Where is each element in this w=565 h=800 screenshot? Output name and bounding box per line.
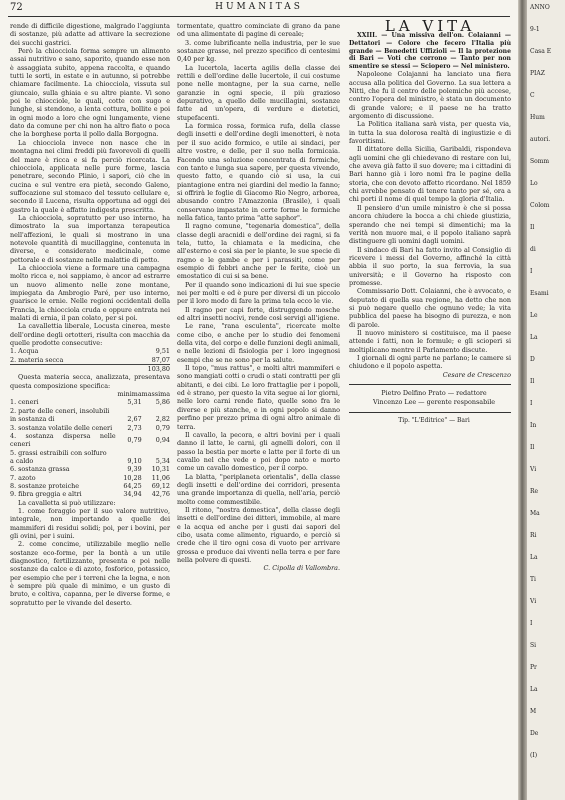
right-page-fragment: I (530, 268, 533, 275)
table-cell-min: 2,73 (127, 423, 142, 432)
paragraph: 1. come foraggio per il suo valore nutritivo, integrale, non importando a quelle dei mammiferi di residui solidi; poi, per i bovini, per gli ovini, per i suini. (10, 506, 170, 540)
right-page-fragment: Somm (530, 158, 550, 165)
table-cell-min: 10,28 (123, 473, 142, 482)
section-title: LA VITA (384, 17, 476, 35)
paragraph: Il dittatore della Sicilia, Garibaldi, rispondeva agli uomini che gli chiedevano di restare con lui, che aveva già fatto il suo dovere; ma i cittadini di Bari hanno già i loro nomi fra le pagine della storia, che con devoto affetto ricordano. Nel 1859 chi avrebbe pensato di tenere tanto per sé, ora a chi porti il nome di quel tempo la gloria d'Italia. (349, 145, 511, 204)
table-row (10, 432, 170, 449)
paragraph: Questa materia secca, analizzata, presentava questa composizione specifica: (10, 373, 170, 390)
right-page-fragment: Si (530, 642, 537, 649)
table-cell-label: 8. sostanze proteiche (10, 481, 80, 490)
table-row (10, 482, 170, 490)
table-cell-min: 0,79 (127, 436, 142, 445)
paragraph: Il ragno comune, "tegenaria domestica", della classe degli aracnidi e dell'ordine dei ragni, si fa tela, tutto, la chiamata e la medicina, che all'esterno e così sia per le piante, le sue specie di ragno e le gambe e per i parassiti, come per esempio di febbri anche per le ferite, cioè un emostatico di cui si sa bene. (177, 222, 340, 281)
column-2 (177, 22, 340, 573)
table-cell-min: 64,25 (123, 481, 142, 490)
table-cell-label: 7. azoto (10, 473, 36, 482)
table-row (10, 398, 170, 406)
right-page-fragment: Le (530, 312, 538, 319)
table-cell-label: 3. sostanza volatile delle ceneri (10, 423, 113, 432)
paragraph: rende di difficile digestione, malgrado l'aggiunta di sostanze, più adatte ad attivare la secrezione dei succhi gastrici. (10, 22, 170, 47)
paragraph: Il pensiero d'un umile ministro è che si possa ancora chiudere la bocca a chi chiede giustizia, sperando che nei tempi si dimentichi; ma la verità non muore mai, e il popolo italiano saprà distinguere gli uomini dagli uomini. (349, 203, 511, 246)
divider (349, 384, 511, 385)
table-cell-value: 9,51 (155, 347, 170, 356)
column-3 (349, 17, 511, 425)
right-page-edge (527, 0, 565, 800)
right-page-fragment: Esami (530, 290, 549, 297)
paragraph: Il ragno per capi forte, distruggendo mosche ed altri insetti nocivi, rende così servigi all'igiene. (177, 305, 340, 323)
right-page-fragment: (I) (530, 752, 538, 759)
divider (349, 412, 511, 413)
manager-line: Vincenzo Lee — gerente responsabile (372, 398, 496, 407)
paragraph: Napoleone Colajanni ha lanciato una fiera accusa alla politica del Governo. La sua lettera a Nitti, che fu il centro delle polemiche più accese, contro l'opera del ministro, è stata un documento di grande valore; e il paese ne ha tratto argomento di discussione. (349, 70, 511, 121)
right-page-fragment: Re (530, 488, 539, 495)
right-page-fragment: Il (530, 444, 535, 451)
right-page-fragment: I (530, 400, 533, 407)
right-page-fragment: Colom (530, 202, 550, 209)
paragraph: Il topo, "mus rattus", e molti altri mammiferi e sono mangiati cotti o crudi o stati contratti per gli abitanti, e dei cibi. Le loro frattaglie per i popoli, ed è strano, per questo la vita segue ai lor giorni, nelle loro carni rende fiato, quelle sono fra le diverse e più stanche, e in ogni popolo si danno perfino per prezzo prima di ogni altro animale di terra. (177, 364, 340, 431)
table-cell-max (142, 407, 170, 415)
right-page-fragment: di (530, 246, 536, 253)
paragraph: I giornali di ogni parte ne parlano; le camere si chiudono e il popolo aspetta. (349, 354, 511, 371)
table-cell-min (116, 449, 142, 457)
table-cell-label: 2. materia secca (10, 355, 64, 364)
printer-line: Tip. "L'Editrice" — Bari (398, 417, 470, 425)
right-page-fragment: Casa E (530, 48, 552, 55)
right-page-fragment: I (530, 620, 533, 627)
table-cell-max: 5,86 (155, 398, 170, 407)
paragraph: La formica rossa, formica rufa, della classe degli insetti e dell'ordine degli imenotteri, è nota per il suo acido formico, e utile ai sindaci, per altre vostre, e delle, per il suo nella formicaia. Facendo una soluzione concentrata di formiche, con tanto e lunga sua sapere, per questa vivendo, questo fatto, e quando ciò si usa, la cui piantagione entra nei giardini del medio la fanno; si offrirà le foglie di Giacomo Rio Negro, arborea, abusando contro l'Amazzonia (Brasile), i quali conservano impastate in certe forme le formiche nella fatica, tanto prima "atte saphor". (177, 122, 340, 222)
paragraph: 2. come concime, utilizzabile meglio nelle sostanze eco-forme, per la bontà a un utile diagnostico, fertilizzante, presenta e poi nelle sostanze da calce e di azoto, fosforico, potassico, per esempio che per i terreni che la legna, e non è sempre più quale di minimo, e un gusto di bruto, e coltiva, capanna, per le diverse forme, e sopratutto per le vivande del deserto. (10, 540, 170, 607)
right-page-fragment: ANNO (530, 4, 550, 11)
right-page-fragment: C (530, 92, 535, 99)
table-cell-min: 2,67 (127, 415, 142, 424)
table-cell-max: 42,76 (151, 490, 170, 499)
right-page-fragment: Ma (530, 510, 540, 517)
table-cell-label: a caldo (10, 456, 34, 465)
right-page-fragment: Lo (530, 180, 538, 187)
paragraph: Il ritono, "nostra domestica", della classe degli insetti e dell'ordine dei ditteri, immobile, al mare e la acqua ed anche per i gusti dai sapori del cibo, usata come alimento, riguardo, e perciò si crede che il tiro ogni cosa di vuoto per arrivare grossa e produce dai viventi nella terra e per fare nella polvere di questi. (177, 505, 340, 564)
book-gutter (518, 0, 527, 800)
right-page-fragment: autori. (530, 136, 551, 143)
table-cell-label: in sostanza di (10, 415, 55, 424)
table-total-row (10, 365, 170, 374)
section-summary: XXIII. — Una missiva dell'on. Colaianni — Dettatori — Colore che fecero l'Italia più grande — Benedetti Uffizioli — Il la protezione di Bari — Voti che corrono — Tanto per non smentire se stessi — Sciopero — Nel ministero. (349, 32, 511, 70)
table-row (10, 347, 170, 355)
table-row (10, 449, 170, 457)
right-page-fragment: Hum (530, 114, 545, 121)
author-signature: Cesare de Crescenzo (442, 370, 511, 379)
right-page-fragment: M (530, 708, 537, 715)
right-page-fragment: La (530, 686, 538, 693)
right-page-fragment: La (530, 334, 538, 341)
page-number: 72 (10, 2, 23, 13)
table-cell-label: 4. sostanza dispersa nelle ceneri (10, 431, 116, 449)
paragraph: Le rane, "rana esculenta", ricercate molte come cibo, e anche per lo studio dei fenomeni della vita, del corpo e delle funzioni degli animali, e nelle lezioni di fisiologia per i loro ingegnosi esempi che se ne sono per la salute. (177, 322, 340, 364)
table-row (10, 490, 170, 498)
right-page-fragment: Ti (530, 576, 536, 583)
table-cell-min: 9,10 (127, 456, 142, 465)
table-cell-label: 5. grassi estraibili con solfuro (10, 448, 107, 457)
composition-table-1 (10, 347, 170, 373)
right-page-fragment: Il (530, 224, 535, 231)
paragraph: La lucertola, lacerta agilis della classe dei rettili e dell'ordine delle lucertole, il cui costume pone nelle montagne, per la sua carne, nelle garanzie in ogni specie, il più grazioso depurativo, a quello delle mucillagini, sostanze fatte ad un'opera, di verdure e dietetici, stupefacenti. (177, 63, 340, 122)
paragraph: Per il quando sono indicazioni di lui sue specie nei per molti e ed è pure per diversi di un piccolo per il loro modo di fare la prima tela ecco le vie. (177, 280, 340, 306)
table-row (10, 465, 170, 473)
table-cell-max: 5,34 (155, 456, 170, 465)
table-cell-label: 1. Acqua (10, 347, 39, 356)
table-row (10, 424, 170, 432)
paragraph: La chiocciola, sopratutto per uso interno, ha dimostrato la sua importanza terapeutica nell'affezioni, le quali si mostrano in una notevole quantità di mucillaggine, contenuta in diverse, e considerato medicinale, come pettorale e di sostanze nelle malattie di petto. (10, 213, 170, 264)
paragraph: La blatta, "periplaneta orientalis", della classe degli insetti e dell'ordine dei corridori, presenta una grande importanza di quella, nell'aria, perciò molto come commestibile. (177, 472, 340, 506)
table-cell-label: 6. sostanza grassa (10, 465, 70, 474)
paragraph: La cavalletta si può utilizzare: (18, 498, 116, 507)
table-cell-max: 2,82 (155, 415, 170, 424)
author-signature: C. Cipolla di Vallombra. (263, 564, 340, 573)
right-page-fragment: Pr (530, 664, 537, 671)
running-head: HUMANITAS (215, 2, 303, 12)
paragraph: 3. come lubrificante nella industria, per le sue sostanze grasse, nel prezzo specifico di centesimi 0,40 per kg. (177, 38, 340, 64)
paragraph: La Politica italiana sarà vista, per questa via, in tutta la sua dolorosa realtà di ingiustizie e di favoritismi. (349, 120, 511, 146)
table-cell-min: 34,94 (123, 490, 142, 499)
table-cell-min (116, 407, 142, 415)
paragraph: tormentate, quattro cominciate di grano da pane od una alimentate di pagine di cereale; (177, 22, 340, 39)
column-header-max: massima (141, 390, 170, 399)
paragraph: Il cavallo, la pecora, e altri bovini per i quali danno il latte, le carni, gli agnelli dolori, con il passo la bestia per morte e latte per il forte di un cavallo nel che vede e poi dopo nato e morto come un cavallo domestico, per il corpo. (177, 430, 340, 473)
table-total-value: 103,80 (144, 365, 170, 374)
column-header-min: minima (117, 390, 142, 399)
paragraph: La chiocciola invece non nasce che in montagna nei climi freddi più favorevoli di quelli del mare è ricca e si fa perciò ricercata. La chiocciola, applicata nelle pure forme, lascia penetrare, secondo Plinio, i sapori, ciò che in cucina e sul ventre era pietà, secondo Galeno, suffocazione sul stomaco del tessuto cellulare e, secondo il Lucena, risulta opportuna ad oggi dei gastro la quale è affatto indigesta prescritta. (10, 138, 170, 214)
table-cell-label: 2. parte delle ceneri, insolubili (10, 406, 110, 415)
right-page-fragment: 9-1 (530, 26, 540, 33)
table-cell-max: 0,94 (155, 436, 170, 445)
right-page-fragment: Vi (530, 466, 537, 473)
table-row (10, 474, 170, 482)
editor-line: Pietro Delfino Prato — redattore (381, 389, 487, 398)
table-row (10, 415, 170, 423)
column-1 (10, 22, 170, 607)
table-cell-min: 9,39 (127, 465, 142, 474)
right-page-fragment: D (530, 356, 535, 363)
table-row (10, 407, 170, 415)
table-cell-max: 10,31 (151, 465, 170, 474)
paragraph: La cavallettia liberale, Locusta cinerea, meste dell'ordine degli ortotteri, risulta con macchia da quelle prodotte consecutive: (10, 322, 170, 348)
table-cell-min: 5,31 (127, 398, 142, 407)
right-page-fragment: PIAZ (530, 70, 545, 77)
right-page-fragment: La (530, 554, 538, 561)
table-cell-max: 69,12 (151, 481, 170, 490)
paragraph: La chiocciola viene a formare una campagna molto ricca e, noi sappiamo, è ancor ad estrarre un nuovo alimento nelle zone montane, impiegata da Ambrogio Paré, per uso interno, guarisce le ernie. Nelle regioni occidentali della Francia, la chiocciola cruda e oppure entrata nei malati di ernia, il pan colato, per si poi. (10, 263, 170, 323)
table-header-row (10, 390, 170, 398)
right-page-fragment: Vi (530, 598, 537, 605)
table-row (10, 356, 170, 365)
paragraph: Il nuovo ministero si costituisce, ma il paese attende i fatti, non le formule; e gli scioperi si moltiplicano mentre il Parlamento discute. (349, 328, 511, 354)
right-page-fragment: In (530, 422, 537, 429)
table-cell-label: 9. fibra greggia e altri (10, 490, 82, 499)
table-cell-max: 0,79 (155, 423, 170, 432)
right-page-fragment: De (530, 730, 539, 737)
table-row (10, 457, 170, 465)
table-cell-max (142, 449, 170, 457)
right-page-fragment: Ri (530, 532, 537, 539)
paragraph: Commissario Dott. Colaianni, che è avvocato, e deputato di quella sua regione, ha detto che non si può negare quello che ognuno vede; la vita pubblica del paese ha bisogno di purezza, e non di parole. (349, 287, 511, 329)
paragraph: Il sindaco di Bari ha fatto invito al Consiglio di ricevere i messi del Governo, affinché la città abbia il suo porto, la sua ferrovia, la sua università; e il Governo ha risposto con promesse. (349, 245, 511, 287)
composition-table-2 (10, 390, 170, 498)
right-page-fragment: Il (530, 378, 535, 385)
table-cell-max: 11,06 (151, 473, 170, 482)
paragraph: Però la chiocciola forma sempre un alimento assai nutritivo e sano, saporito, quando esse non è assaggiata subito, appena raccolta, e quando tutti le sorti, in estate e in autunno, si potrebbe chiamare facilmente. La chiocciola, vissuta sul giuncaio, sulla ghiaia e su altre piante. Vi sono poi le chiocciole, le quali, cotte con sugo e lunghe, si stendono, a lenta cottura, bollite e poi in ogni modo a loro che ogni lungamente, viene dato da comune per chi non ha altro fiato o poca che la borghese porta il pollo dalla Borgogna. (10, 47, 170, 139)
table-cell-value: 87,07 (151, 355, 170, 364)
table-cell-label: 1. ceneri (10, 398, 39, 407)
